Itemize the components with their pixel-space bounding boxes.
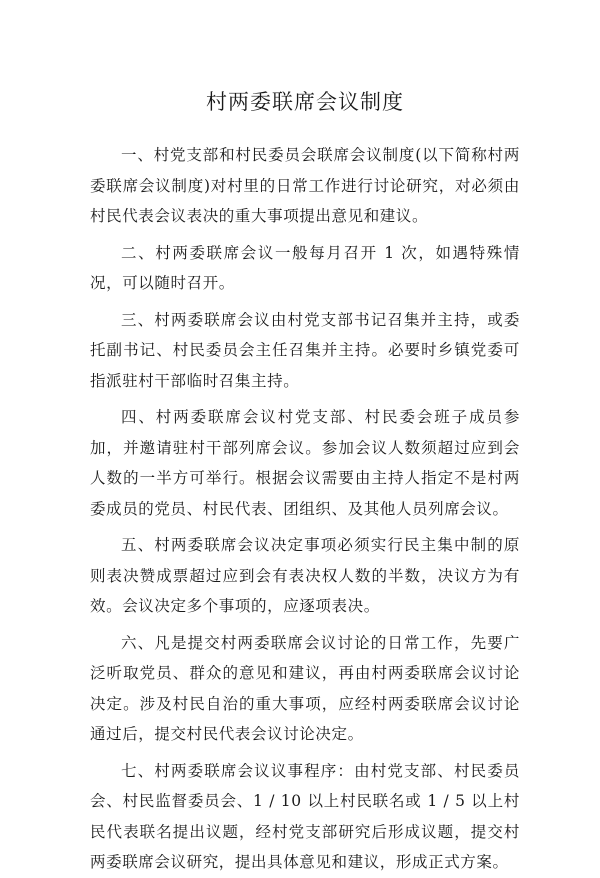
paragraph-7: 七、村两委联席会议议事程序：由村党支部、村民委员会、村民监督委员会、1 / 10 以上村民联名或 1 / 5 以上村民代表联名提出议题，经村党支部研究后形成议题，提交村两委联席会议研究，提出具体意见和建议，形成正式方案。 [90,761,520,871]
paragraph-5: 五、村两委联席会议决定事项必须实行民主集中制的原则表决赞成票超过应到会有表决权人数的半数，决议方为有效。会议决定多个事项的，应逐项表决。 [90,536,520,615]
document-body [90,140,520,878]
paragraph-1: 一、村党支部和村民委员会联席会议制度(以下简称村两委联席会议制度)对村里的日常工作进行讨论研究，对必须由村民代表会议表决的重大事项提出意见和建议。 [90,146,520,225]
paragraph-6: 六、凡是提交村两委联席会议讨论的日常工作，先要广泛听取党员、群众的意见和建议，再由村两委联席会议讨论决定。涉及村民自治的重大事项，应经村两委联席会议讨论通过后，提交村民代表会议讨论决定。 [90,633,520,743]
document-title: 村两委联席会议制度 [206,90,404,114]
paragraph-4: 四、村两委联席会议村党支部、村民委会班子成员参加，并邀请驻村干部列席会议。参加会议人数须超过应到会人数的一半方可举行。根据会议需要由主持人指定不是村两委成员的党员、村民代表、团组织、及其他人员列席会议。 [90,408,520,518]
paragraph-2: 二、村两委联席会议一般每月召开 1 次，如遇特殊情况，可以随时召开。 [90,243,520,292]
paragraph-3: 三、村两委联席会议由村党支部书记召集并主持，或委托副书记、村民委员会主任召集并主持。必要时乡镇党委可指派驻村干部临时召集主持。 [90,310,520,390]
